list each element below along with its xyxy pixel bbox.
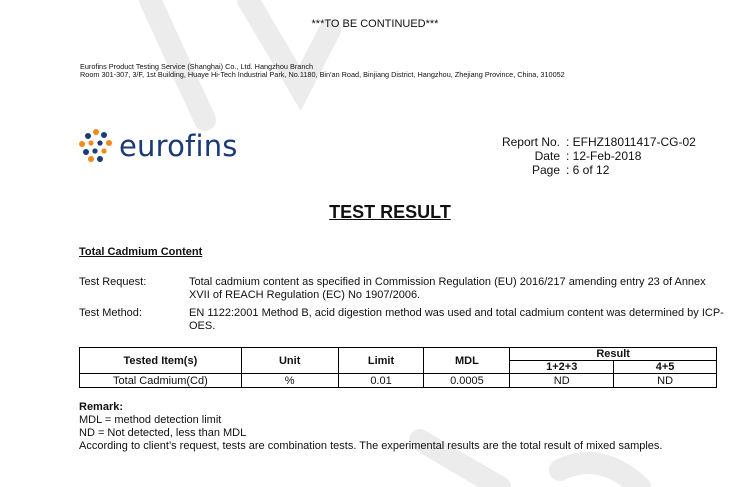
results-table [79,347,717,388]
test-method-label: Test Method: [79,307,142,319]
test-request-value: Total cadmium content as specified in Commission Regulation (EU) 2016/217 amending entry 23 of Annex XVII of REACH Regulation (EC) No 1907/2006. [189,276,706,301]
remark-title: Remark: [79,401,124,413]
company-address: Room 301-307, 3/F, 1st Building, Huaye Hi-Tech Industrial Park, No.1180, Bin'an Road, Binjiang District, Hangzhou, Zhejiang Province, China, 310052 [80,70,565,79]
to-be-continued-text: ***TO BE CONTINUED*** [311,18,439,30]
report-number-label: Report No. [501,135,560,149]
cell-item: Total Cadmium(Cd) [80,374,242,388]
header-result: Result [510,348,717,361]
header-tested-items: Tested Item(s) [80,348,242,374]
cell-unit: % [241,374,338,388]
header-unit: Unit [241,348,338,374]
cell-mdl: 0.0005 [424,374,510,388]
section-title: Total Cadmium Content [79,246,203,258]
eurofins-logo-icon [78,128,114,164]
report-date: : 12-Feb-2018 [566,149,642,163]
page-title-text: TEST RESULT [329,202,451,222]
header-result-col-2: 4+5 [614,361,717,374]
cell-result-2: ND [614,374,717,388]
report-info [490,135,696,177]
cell-limit: 0.01 [338,374,424,388]
company-name: Eurofins Product Testing Service (Shanghai) Co., Ltd. Hangzhou Branch [80,62,314,71]
cell-result-1: ND [510,374,614,388]
header-limit: Limit [338,348,424,374]
report-page: : 6 of 12 [566,163,610,177]
header-result-col-1: 1+2+3 [510,361,614,374]
remark-block [79,401,719,453]
test-request-label: Test Request: [79,276,147,288]
eurofins-logo [78,128,238,164]
report-number: : EFHZ18011417-CG-02 [566,135,696,149]
report-date-label: Date [534,149,560,163]
eurofins-logo-text: eurofins [119,129,238,163]
remark-line: ND = Not detected, less than MDL [79,427,247,439]
remark-line: MDL = method detection limit [79,414,222,426]
header-mdl: MDL [424,348,510,374]
report-page-label: Page [531,163,560,177]
test-method-value: EN 1122:2001 Method B, acid digestion method was used and total cadmium content was determined by ICP-OES. [189,307,724,332]
table-row [80,374,717,388]
page-title [0,202,750,223]
remark-line: According to client’s request, tests are combination tests. The experimental results are the total result of mixed samples. [79,440,663,452]
